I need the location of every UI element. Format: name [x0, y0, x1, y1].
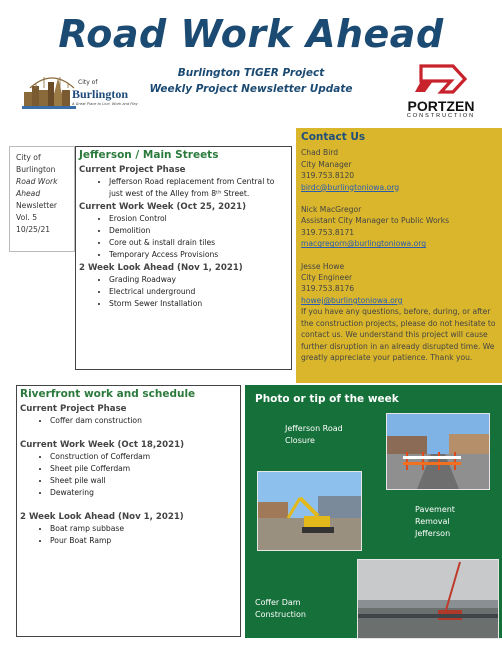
contact-title: City Engineer — [301, 273, 353, 283]
subtitle-update: Weekly Project Newsletter Update — [149, 83, 353, 95]
caption-line: Pavement — [415, 505, 455, 514]
list-item: • Storm Sewer Installation — [109, 298, 287, 310]
contact-phone: 319.753.8176 — [301, 284, 355, 294]
meta-line: Newsletter — [16, 201, 58, 210]
caption-line: Construction — [255, 610, 306, 619]
phase-heading: Current Project Phase — [20, 404, 127, 414]
list-item: • Core out & install drain tiles — [109, 237, 287, 249]
list-item: • Boat ramp subbase — [50, 523, 236, 535]
photo-section — [245, 385, 502, 638]
ahead-heading: 2 Week Look Ahead (Nov 1, 2021) — [79, 263, 243, 273]
phase-list — [20, 415, 236, 427]
pavement-removal-photo — [257, 471, 362, 551]
list-item: • Jefferson Road replacement from Central to just west of the Alley from 8ᵗʰ Street. — [109, 176, 287, 200]
phase-list — [79, 176, 287, 200]
contact-note: If you have any questions, before, during, or after the construction projects, please do not hesitate to contact us. We understand this project will cause further disruption in an already disrupted time. We greatly appreciate your patience. Thank you. — [301, 307, 496, 362]
portzen-logo — [395, 62, 487, 120]
contact-name: Nick MacGregor — [301, 205, 362, 215]
week-heading: Current Work Week (Oct 25, 2021) — [79, 202, 246, 212]
contact-name: Chad Bird — [301, 148, 339, 158]
week-list — [79, 213, 287, 261]
subtitle-project: Burlington TIGER Project — [177, 67, 325, 79]
riverfront-section — [16, 385, 241, 637]
list-item: • Sheet pile wall — [50, 475, 236, 487]
coffer-dam-photo — [357, 559, 499, 639]
contact-name: Jesse Howe — [301, 261, 345, 271]
road-closure-photo — [386, 413, 490, 490]
section-heading: Riverfront work and schedule — [20, 388, 196, 400]
ahead-list — [79, 274, 287, 310]
newsletter-meta — [9, 146, 75, 252]
contact-title: City Manager — [301, 159, 352, 169]
list-item: • Electrical underground — [109, 286, 287, 298]
contact-section — [296, 128, 502, 383]
contact-heading: Contact Us — [301, 131, 366, 143]
portzen-sub: CONSTRUCTION — [406, 113, 476, 119]
logo-tagline: A Great Place to Live, Work and Play — [72, 102, 138, 106]
portzen-chevron-icon — [395, 62, 487, 98]
caption-line: Coffer Dam — [255, 598, 301, 607]
contact-title: Assistant City Manager to Public Works — [301, 216, 450, 226]
portzen-name: PORTZEN — [407, 98, 475, 114]
list-item: • Demolition — [109, 225, 287, 237]
list-item: • Grading Roadway — [109, 274, 287, 286]
list-item: • Erosion Control — [109, 213, 287, 225]
caption-line: Jefferson Road — [285, 424, 343, 433]
list-item: • Temporary Access Provisions — [109, 249, 287, 261]
caption-coffer-dam — [255, 597, 306, 621]
week-list — [20, 451, 236, 499]
list-item: • Coffer dam construction — [50, 415, 236, 427]
caption-line: Removal — [415, 517, 450, 526]
meta-line: 10/25/21 — [16, 225, 51, 234]
list-item: • Pour Boat Ramp — [50, 535, 236, 547]
caption-pavement-removal — [415, 504, 455, 540]
list-item: • Dewatering — [50, 487, 236, 499]
burlington-logo — [22, 66, 152, 114]
list-item: • Construction of Cofferdam — [50, 451, 236, 463]
contact-email-link[interactable]: birdc@burlingtoniowa.org — [301, 182, 400, 192]
logo-city-of: City of — [78, 79, 98, 86]
logo-burlington-name: Burlington — [72, 87, 129, 101]
ahead-heading: 2 Week Look Ahead (Nov 1, 2021) — [20, 512, 184, 522]
meta-line: Ahead — [16, 189, 41, 198]
section-heading: Jefferson / Main Streets — [79, 149, 219, 161]
list-item: • Sheet pile Cofferdam — [50, 463, 236, 475]
meta-line: City of — [16, 153, 41, 162]
ahead-list — [20, 523, 236, 547]
jefferson-section — [75, 146, 292, 370]
phase-heading: Current Project Phase — [79, 165, 186, 175]
contact-email-link[interactable]: macgregorn@burlingtoniowa.org — [301, 239, 427, 249]
meta-line: Road Work — [16, 177, 58, 186]
contact-email-link[interactable]: howej@burlingtoniowa.org — [301, 295, 403, 305]
caption-road-closure — [285, 423, 343, 447]
caption-line: Jefferson — [415, 529, 451, 538]
contact-phone: 319.753.8120 — [301, 171, 355, 181]
meta-line: Vol. 5 — [16, 213, 38, 222]
contact-phone: 319.753.8171 — [301, 227, 355, 237]
caption-line: Closure — [285, 436, 315, 445]
week-heading: Current Work Week (Oct 18,2021) — [20, 440, 185, 450]
newsletter-title: Road Work Ahead — [58, 12, 444, 56]
photo-heading: Photo or tip of the week — [255, 393, 399, 405]
meta-line: Burlington — [16, 165, 56, 174]
